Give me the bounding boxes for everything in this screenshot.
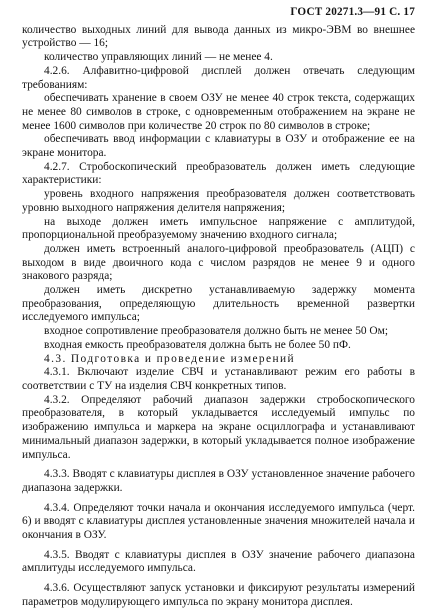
- paragraph: 4.3.4. Определяют точки начала и окончания исследуемого импульса (черт. 6) и вводят с клавиатуры дисплея установленные значения множителей начала и окончания в ОЗУ.: [22, 501, 415, 542]
- paragraph: 4.3.5. Вводят с клавиатуры дисплея в ОЗУ значение рабочего диапазона амплитуды исследуемого импульса.: [22, 548, 415, 575]
- paragraph: обеспечивать ввод информации с клавиатуры в ОЗУ и отображение ее на экране монитора.: [22, 133, 415, 160]
- paragraph: входная емкость преобразователя должна быть не более 50 пФ.: [44, 338, 351, 351]
- paragraph: 4.2.6. Алфавитно-цифровой дисплей должен отвечать следующим требованиям:: [22, 64, 415, 91]
- paragraph: 4.3.6. Осуществляют запуск установки и фиксируют результаты измерений параметров модулирующего импульса по экрану монитора дисплея.: [22, 582, 415, 608]
- section-heading: 4.3. Подготовка и проведение измерений: [44, 352, 295, 365]
- paragraph: количество управляющих линий — не менее 4.: [44, 51, 273, 64]
- body-text: [22, 24, 415, 610]
- paragraph: должен иметь встроенный аналого-цифровой преобразователь (АЦП) с выходом в виде двоичного кода с числом разрядов не менее 9 и одного знакового разряда;: [22, 242, 415, 283]
- paragraph: 4.3.1. Включают изделие СВЧ и устанавливают режим его работы в соответствии с ТУ на изделия СВЧ конкретных типов.: [22, 366, 415, 392]
- paragraph: 4.3.2. Определяют рабочий диапазон задержки стробоскопического преобразователя, в который укладывается исследуемый импульс по изображению импульса и маркера на экране осциллографа и устанавливают минимальный диапазон задержки, в который укладывается полное изображение импульса.: [22, 393, 415, 461]
- page-header: ГОСТ 20271.3—91 С. 17: [290, 6, 415, 18]
- paragraph: входное сопротивление преобразователя должно быть не менее 50 Ом;: [44, 325, 389, 338]
- paragraph: 4.3.3. Вводят с клавиатуры дисплея в ОЗУ установленное значение рабочего диапазона задержки.: [22, 468, 415, 494]
- paragraph: количество выходных линий для вывода данных из микро-ЭВМ во внешнее устройство — 16;: [22, 23, 415, 50]
- paragraph: 4.2.7. Стробоскопический преобразователь должен иметь следующие характеристики:: [22, 160, 415, 187]
- paragraph: обеспечивать хранение в своем ОЗУ не менее 40 строк текста, содержащих не менее 80 символов в строке, с одновременным отображением на экране не менее 1600 символов при количестве 20 строк по 80 символов в строке;: [22, 92, 415, 132]
- paragraph: на выходе должен иметь импульсное напряжение с амплитудой, пропорциональной преобразуемому значению входного сигнала;: [22, 215, 415, 242]
- paragraph: уровень входного напряжения преобразователя должен соответствовать уровню выходного напряжения делителя напряжения;: [22, 188, 415, 214]
- paragraph: должен иметь дискретно устанавливаемую задержку момента преобразования, определяющую длительность временной развертки исследуемого импульса;: [22, 284, 415, 324]
